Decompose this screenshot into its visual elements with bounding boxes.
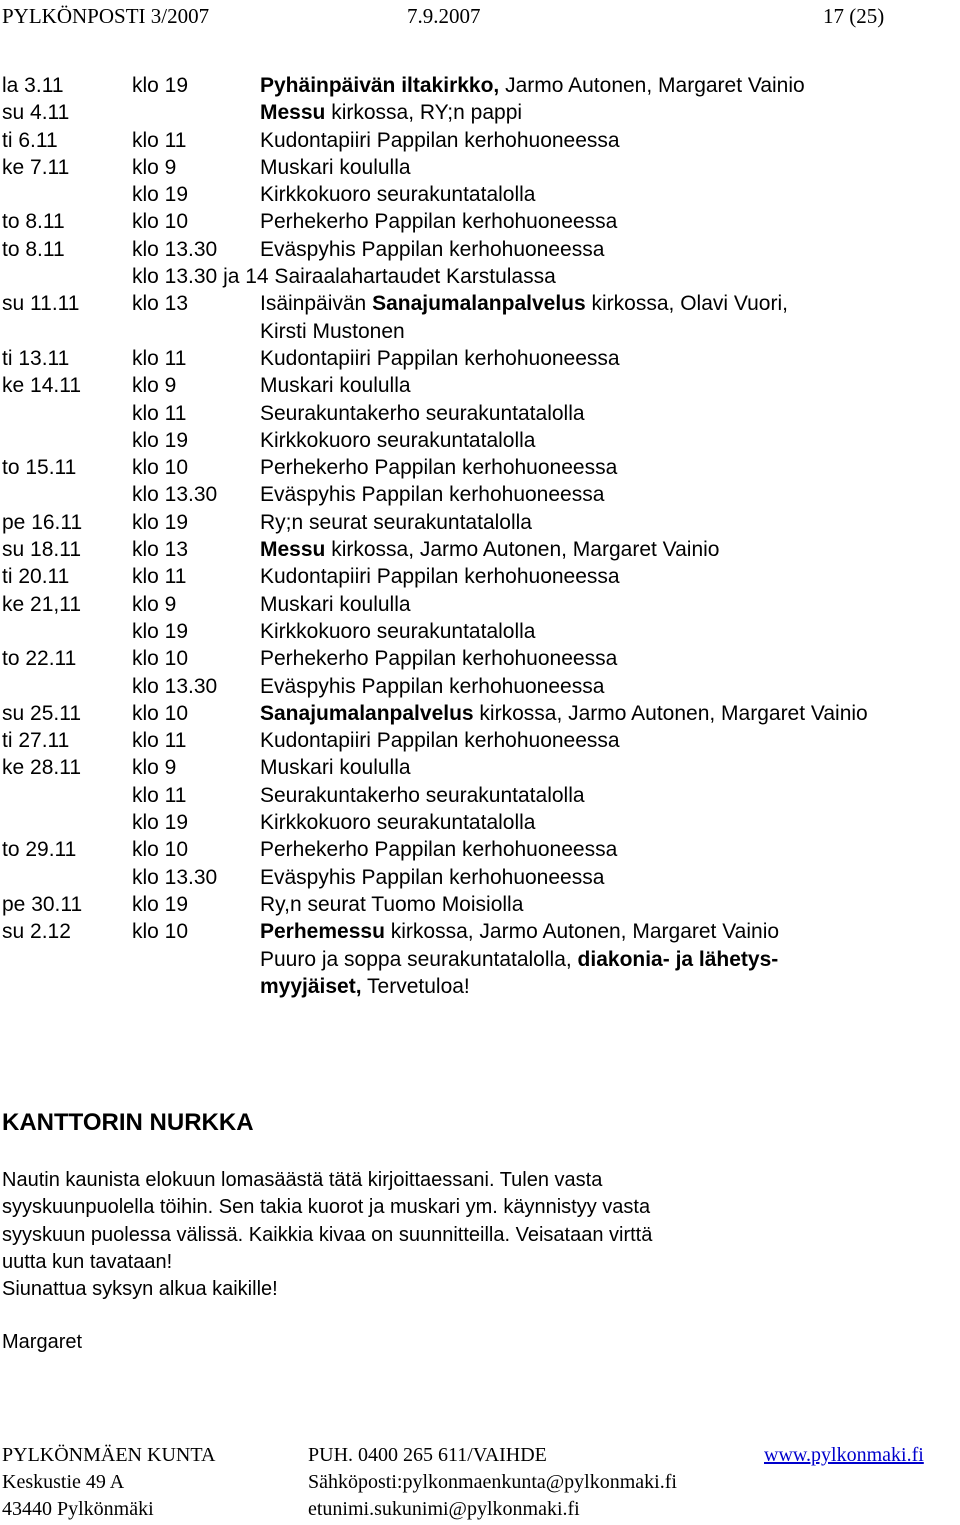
- schedule-row: [0, 72, 960, 99]
- schedule-row: [0, 618, 960, 645]
- event-time: klo 19: [132, 619, 189, 643]
- footer-email: Sähköposti:pylkonmaenkunta@pylkonmaki.fi: [308, 1471, 677, 1493]
- event-time: klo 10: [132, 456, 189, 480]
- event-time: klo 10: [132, 920, 189, 944]
- event-description: [260, 290, 788, 317]
- event-highlight: diakonia- ja lähetys-: [577, 947, 779, 971]
- section-title: KANTTORIN NURKKA: [2, 1109, 254, 1136]
- event-time: klo 13.30: [132, 865, 218, 889]
- footer-row: [0, 1469, 960, 1496]
- event-day: ti 20.11: [2, 565, 70, 589]
- page-footer: [0, 1442, 960, 1523]
- event-text: Perhekerho Pappilan kerhohuoneessa: [260, 456, 618, 480]
- event-description: [260, 918, 779, 945]
- event-text: Kudontapiiri Pappilan kerhohuoneessa: [260, 128, 620, 152]
- event-text: Kirkkokuoro seurakuntatalolla: [260, 183, 536, 207]
- event-day: ke 7.11: [2, 155, 70, 179]
- schedule-row: [0, 290, 960, 317]
- event-description: [260, 591, 411, 618]
- event-description: [260, 809, 535, 836]
- event-day: pe 16.11: [2, 510, 83, 534]
- schedule-row: [0, 481, 960, 508]
- event-time: klo 19: [132, 428, 189, 452]
- event-text: Seurakuntakerho seurakuntatalolla: [260, 783, 585, 807]
- event-text: Kudontapiiri Pappilan kerhohuoneessa: [260, 729, 620, 753]
- event-day: ti 27.11: [2, 729, 70, 753]
- schedule-row: [0, 400, 960, 427]
- event-text: Kirkkokuoro seurakuntatalolla: [260, 428, 536, 452]
- event-time: klo 11: [132, 783, 187, 807]
- event-time: klo 13: [132, 538, 189, 562]
- event-day: su 4.11: [2, 101, 70, 125]
- event-day: pe 30.11: [2, 892, 83, 916]
- event-time: klo 10: [132, 210, 189, 234]
- event-text: kirkossa, Jarmo Autonen, Margaret Vainio: [384, 920, 780, 944]
- event-description: [260, 427, 535, 454]
- event-day: ke 21,11: [2, 592, 82, 616]
- schedule-row: [0, 809, 960, 836]
- event-time: klo 19: [132, 510, 189, 534]
- schedule-row: [0, 536, 960, 563]
- event-time: klo 11: [132, 346, 187, 370]
- event-description: [260, 400, 585, 427]
- schedule-row: [0, 591, 960, 618]
- event-description: [260, 99, 522, 126]
- schedule-row: [0, 318, 960, 345]
- schedule-row: [0, 454, 960, 481]
- event-time: klo 10: [132, 838, 189, 862]
- schedule-row: [0, 99, 960, 126]
- event-description: [260, 236, 604, 263]
- event-time: klo 10: [132, 701, 189, 725]
- schedule-row: [0, 509, 960, 536]
- event-time: klo 13.30: [132, 237, 218, 261]
- schedule-row: [0, 673, 960, 700]
- schedule-row: [0, 372, 960, 399]
- event-text: Perhekerho Pappilan kerhohuoneessa: [260, 647, 618, 671]
- event-day: to 15.11: [2, 456, 77, 480]
- footer-email-format: etunimi.sukunimi@pylkonmaki.fi: [308, 1498, 580, 1520]
- event-text: Muskari koululla: [260, 374, 411, 398]
- event-highlight: Sanajumalanpalvelus: [260, 701, 474, 725]
- event-text: Isäinpäivän: [260, 292, 373, 316]
- event-text: Puuro ja soppa seurakuntatalolla,: [260, 947, 578, 971]
- schedule-row: [0, 154, 960, 181]
- event-description: [260, 727, 620, 754]
- schedule-row: [0, 263, 960, 290]
- event-description: [260, 72, 805, 99]
- event-day: su 25.11: [2, 701, 82, 725]
- publication-date: 7.9.2007: [407, 4, 481, 28]
- event-description: [260, 154, 411, 181]
- schedule-row: [0, 891, 960, 918]
- event-time: klo 19: [132, 183, 189, 207]
- section-body: [2, 1167, 942, 1303]
- event-text: Seurakuntakerho seurakuntatalolla: [260, 401, 585, 425]
- event-time: klo 11: [132, 128, 187, 152]
- event-description: [260, 536, 720, 563]
- event-text: Perhekerho Pappilan kerhohuoneessa: [260, 838, 618, 862]
- event-description: [260, 754, 411, 781]
- event-description: [260, 563, 620, 590]
- event-time: klo 13.30 ja 14 Sairaalahartaudet Karstulassa: [132, 265, 556, 289]
- page-header: [0, 4, 960, 34]
- event-description: [260, 700, 868, 727]
- event-day: la 3.11: [2, 74, 64, 97]
- event-time: klo 9: [132, 756, 177, 780]
- event-description: [260, 645, 617, 672]
- schedule-row: [0, 236, 960, 263]
- event-text: Perhekerho Pappilan kerhohuoneessa: [260, 210, 618, 234]
- schedule-row: [0, 645, 960, 672]
- event-text: Kirkkokuoro seurakuntatalolla: [260, 619, 536, 643]
- schedule-row: [0, 754, 960, 781]
- body-line: syyskuunpuolella töihin. Sen takia kuorot ja muskari ym. käynnistyy vasta: [2, 1196, 651, 1219]
- schedule-row: [0, 918, 960, 945]
- schedule-row: [0, 127, 960, 154]
- event-description: [260, 836, 617, 863]
- footer-row: [0, 1442, 960, 1469]
- footer-postcode: 43440 Pylkönmäki: [2, 1498, 154, 1520]
- event-description: [260, 509, 532, 536]
- schedule-row: [0, 727, 960, 754]
- event-highlight: Messu: [260, 538, 326, 562]
- event-highlight: Pyhäinpäivän iltakirkko,: [260, 74, 500, 97]
- event-text: Ry,n seurat Tuomo Moisiolla: [260, 892, 524, 916]
- event-text: Kirkkokuoro seurakuntatalolla: [260, 811, 536, 835]
- signature: Margaret: [2, 1331, 83, 1353]
- event-description: [260, 127, 620, 154]
- schedule-row: [0, 973, 960, 1000]
- event-text: Muskari koululla: [260, 592, 411, 616]
- event-description: [260, 345, 620, 372]
- event-time: klo 13: [132, 292, 189, 316]
- event-day: ti 13.11: [2, 346, 70, 370]
- event-description: [260, 481, 604, 508]
- event-text: kirkossa, Jarmo Autonen, Margaret Vainio: [325, 538, 720, 562]
- event-time: klo 19: [132, 811, 189, 835]
- page-number: 17 (25): [823, 4, 885, 28]
- footer-row: [0, 1496, 960, 1523]
- event-time: klo 13.30: [132, 483, 218, 507]
- schedule-row: [0, 946, 960, 973]
- event-text: Muskari koululla: [260, 756, 411, 780]
- event-text: Kudontapiiri Pappilan kerhohuoneessa: [260, 346, 620, 370]
- event-description: [260, 973, 470, 1000]
- schedule-row: [0, 700, 960, 727]
- event-text: Jarmo Autonen, Margaret Vainio: [499, 74, 805, 97]
- body-line: Siunattua syksyn alkua kaikille!: [2, 1278, 278, 1301]
- event-description: [260, 454, 617, 481]
- event-description: [260, 946, 778, 973]
- event-text: kirkossa, Jarmo Autonen, Margaret Vainio: [473, 701, 868, 725]
- event-text: kirkossa, RY;n pappi: [325, 101, 523, 125]
- event-highlight: Messu: [260, 101, 326, 125]
- schedule-row: [0, 181, 960, 208]
- footer-address: Keskustie 49 A: [2, 1471, 125, 1493]
- publication-title: PYLKÖNPOSTI 3/2007: [2, 4, 210, 28]
- event-day: ti 6.11: [2, 128, 58, 152]
- event-description: [260, 208, 617, 235]
- event-day: to 29.11: [2, 838, 77, 862]
- event-text: Eväspyhis Pappilan kerhohuoneessa: [260, 237, 605, 261]
- event-text: Kudontapiiri Pappilan kerhohuoneessa: [260, 565, 620, 589]
- event-text: kirkossa, Olavi Vuori,: [585, 292, 788, 316]
- event-day: ke 28.11: [2, 756, 82, 780]
- schedule-row: [0, 345, 960, 372]
- event-description: [260, 318, 405, 345]
- event-time: klo 10: [132, 647, 189, 671]
- event-time: klo 19: [132, 892, 189, 916]
- footer-phone: PUH. 0400 265 611/VAIHDE: [308, 1444, 547, 1466]
- event-text: Eväspyhis Pappilan kerhohuoneessa: [260, 674, 605, 698]
- event-description: [260, 673, 604, 700]
- schedule-row: [0, 208, 960, 235]
- event-schedule: [0, 72, 960, 1000]
- schedule-row: [0, 782, 960, 809]
- body-line: Nautin kaunista elokuun lomasäästä tätä kirjoittaessani. Tulen vasta: [2, 1169, 603, 1191]
- event-text: Muskari koululla: [260, 155, 411, 179]
- event-day: su 2.12: [2, 920, 71, 944]
- event-description: [260, 181, 535, 208]
- schedule-row: [0, 864, 960, 891]
- event-day: to 8.11: [2, 210, 65, 234]
- event-description: [260, 864, 604, 891]
- event-description: [260, 782, 585, 809]
- event-time: klo 9: [132, 374, 177, 398]
- event-time: klo 9: [132, 592, 177, 616]
- event-text: Kirsti Mustonen: [260, 319, 405, 343]
- event-text: Eväspyhis Pappilan kerhohuoneessa: [260, 865, 605, 889]
- event-highlight: Sanajumalanpalvelus: [372, 292, 586, 316]
- schedule-row: [0, 836, 960, 863]
- event-highlight: Perhemessu: [260, 920, 385, 944]
- event-text: Tervetuloa!: [361, 974, 470, 998]
- event-day: ke 14.11: [2, 374, 82, 398]
- event-day: to 8.11: [2, 237, 65, 261]
- event-text: Ry;n seurat seurakuntatalolla: [260, 510, 532, 534]
- body-line: syyskuun puolessa välissä. Kaikkia kivaa on suunnitteilla. Veisataan virttä: [2, 1223, 653, 1246]
- event-day: su 18.11: [2, 538, 82, 562]
- event-day: to 22.11: [2, 647, 77, 671]
- event-description: [260, 618, 535, 645]
- event-description: [260, 891, 523, 918]
- event-time: klo 11: [132, 729, 187, 753]
- event-time: klo 9: [132, 155, 177, 179]
- schedule-row: [0, 563, 960, 590]
- event-description: [260, 372, 411, 399]
- event-time: klo 19: [132, 74, 189, 97]
- event-time: klo 13.30: [132, 674, 218, 698]
- event-text: Eväspyhis Pappilan kerhohuoneessa: [260, 483, 605, 507]
- schedule-row: [0, 427, 960, 454]
- footer-website-link[interactable]: www.pylkonmaki.fi: [764, 1444, 924, 1466]
- event-highlight: myyjäiset,: [260, 974, 362, 998]
- body-line: uutta kun tavataan!: [2, 1250, 173, 1273]
- event-time: klo 11: [132, 401, 187, 425]
- event-day: su 11.11: [2, 292, 80, 316]
- footer-org-name: PYLKÖNMÄEN KUNTA: [2, 1444, 216, 1466]
- event-time: klo 11: [132, 565, 187, 589]
